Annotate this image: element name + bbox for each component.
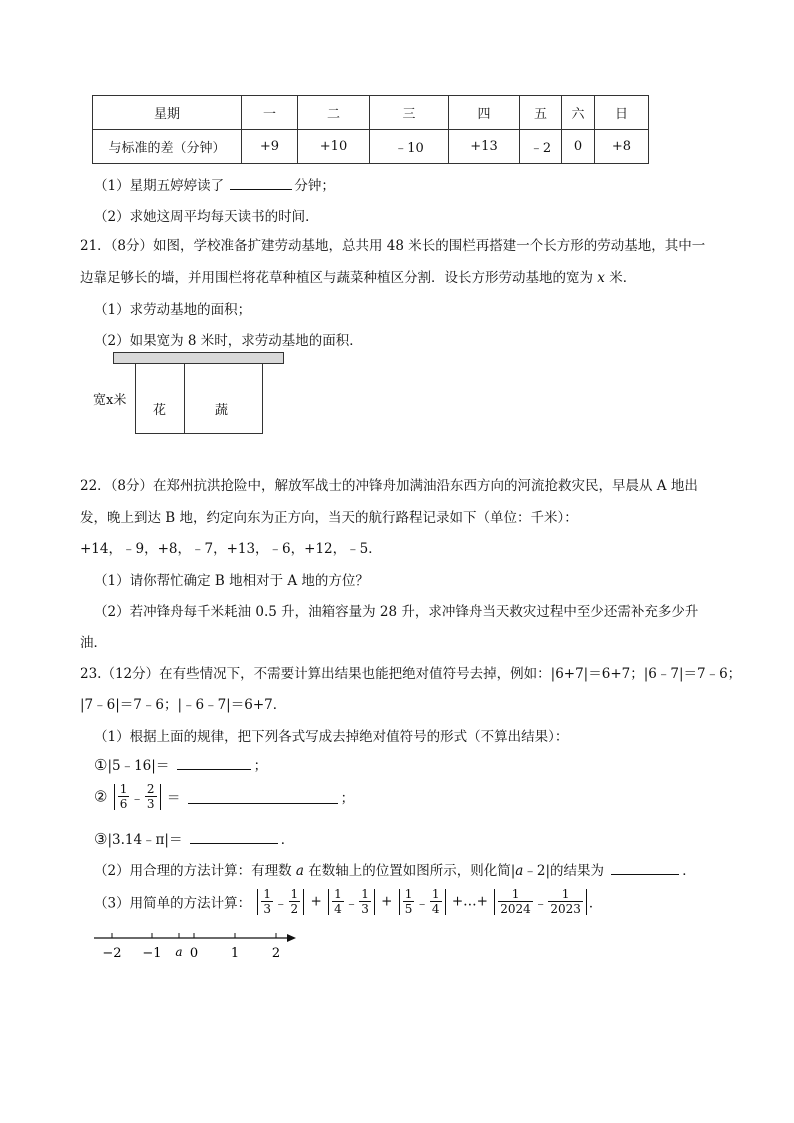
denominator: 4 — [334, 902, 342, 916]
q22-part1: （1）请你帮忙确定 B 地相对于 A 地的方位？ — [94, 573, 369, 589]
q21-line2-tail: 米． — [604, 270, 637, 286]
minus-sign: ﹣ — [415, 895, 429, 912]
q23-part1: （1）根据上面的规律，把下列各式写成去掉绝对值符号的形式（不算出结果）： — [94, 729, 569, 745]
fraction — [118, 782, 130, 811]
item2-end: ； — [340, 790, 355, 807]
fraction — [261, 887, 273, 916]
item1-end: ； — [253, 758, 268, 774]
q23-part3-end: ． — [588, 895, 603, 912]
abs-bar — [257, 889, 258, 915]
q23-part2-text-c: ﹣2|的结果为 — [523, 863, 604, 879]
table-cell: +8 — [595, 130, 649, 164]
fraction — [430, 887, 442, 916]
denominator: 3 — [146, 797, 155, 811]
table-cell: +9 — [242, 130, 298, 164]
table-cell: 四 — [449, 96, 520, 130]
tick-label: 2 — [271, 946, 281, 961]
q22-line2: 发，晚上到达 B 地，约定向东为正方向，当天的航行路程记录如下（单位：千米）： — [80, 510, 578, 526]
equals-sign: ＝ — [166, 790, 181, 807]
table-cell: +13 — [449, 130, 520, 164]
answer-blank — [190, 829, 278, 844]
tick-label: 1 — [230, 946, 240, 961]
answer-blank — [188, 789, 338, 804]
item3-expression: |3.14﹣π|＝ — [107, 832, 183, 848]
vegetable-zone-label: 蔬 — [215, 403, 229, 418]
reading-difference-table — [92, 95, 649, 164]
q23-part2-end: ． — [682, 863, 696, 879]
abs-bar — [374, 889, 375, 915]
abs-bar — [303, 889, 304, 915]
divider-fence — [184, 364, 185, 433]
q23-item2 — [94, 782, 354, 811]
numerator: 1 — [290, 887, 299, 901]
fraction — [403, 887, 415, 916]
variable-a: a — [295, 863, 304, 879]
width-label: 宽x米 — [93, 393, 127, 408]
table-cell: ﹣2 — [520, 130, 562, 164]
denominator: 5 — [404, 902, 413, 916]
q23-part3 — [94, 887, 602, 916]
table-cell: 二 — [298, 96, 370, 130]
flower-zone-label: 花 — [153, 403, 167, 418]
numerator: 1 — [404, 887, 413, 901]
q21-line1: 21．（8分）如图，学校准备扩建劳动基地，总共用 48 米长的围栏再搭建一个长方形的劳动基地，其中一 — [80, 238, 706, 254]
variable-a: a — [515, 863, 524, 879]
table-cell: 与标准的差（分钟） — [93, 130, 242, 164]
q23-part2-text-b: 在数轴上的位置如图所示，则化简| — [303, 863, 516, 879]
arrow-right-icon — [287, 934, 296, 942]
abs-bar — [160, 784, 161, 810]
plus-sign: + — [381, 893, 393, 910]
q21-line2 — [80, 266, 636, 286]
tick-label: 0 — [189, 946, 199, 961]
item3-end: ． — [280, 832, 295, 848]
q22-line1: 22．（8分）在郑州抗洪抢险中，解放军战士的冲锋舟加满油沿东西方向的河流抢救灾民，早晨从 A 地出 — [80, 478, 698, 494]
denominator: 2024 — [500, 902, 531, 916]
denominator: 3 — [361, 902, 369, 916]
fraction — [359, 887, 371, 916]
q20-part1 — [94, 174, 335, 194]
answer-blank — [230, 175, 292, 190]
q21-line2-text: 边靠足够长的墙，并用围栏将花草种植区与蔬菜种植区分割．设长方形劳动基地的宽为 — [80, 270, 598, 286]
table-cell: 0 — [562, 130, 595, 164]
denominator: 2023 — [550, 902, 581, 916]
q21-part1: （1）求劳动基地的面积； — [94, 302, 252, 318]
abs-bar — [494, 889, 495, 915]
fraction — [145, 782, 157, 811]
table-cell: +10 — [298, 130, 370, 164]
number-line — [90, 928, 305, 964]
minus-sign: ﹣ — [130, 790, 144, 807]
abs-bar — [328, 889, 329, 915]
q20-part1-text: （1）星期五婷婷读了 — [94, 178, 225, 194]
q23-part2-text: （2）用合理的方法计算：有理数 — [94, 863, 296, 879]
fraction — [498, 887, 533, 916]
numerator: 1 — [548, 887, 583, 902]
q23-item3 — [94, 828, 294, 848]
fraction — [289, 887, 301, 916]
numerator: 1 — [498, 887, 533, 902]
q23-part2 — [94, 859, 696, 879]
table-cell: 五 — [520, 96, 562, 130]
numerator: 1 — [119, 782, 128, 796]
q22-part2: （2）若冲锋舟每千米耗油 0.5 升，油箱容量为 28 升，求冲锋舟当天救灾过程中至少还需补充多少升 — [94, 604, 699, 620]
denominator: 6 — [119, 797, 128, 811]
minus-sign: ﹣ — [344, 895, 359, 912]
q20-part1-tail: 分钟； — [294, 178, 335, 194]
point-a-label: a — [175, 945, 183, 959]
q21-part2: （2）如果宽为 8 米时，求劳动基地的面积． — [94, 333, 363, 349]
variable-x: x — [597, 270, 605, 286]
abs-bar — [114, 784, 115, 810]
table-cell: 六 — [562, 96, 595, 130]
minus-sign: ﹣ — [274, 895, 288, 912]
table-cell: 星期 — [93, 96, 242, 130]
q23-line1: 23.（12分）在有些情况下，不需要计算出结果也能把绝对值符号去掉，例如：|6+7|＝6+7；|6﹣7|＝7﹣6； — [80, 666, 742, 682]
minus-sign: ﹣ — [533, 895, 548, 912]
abs-bar — [586, 889, 587, 915]
numerator: 1 — [361, 887, 369, 901]
tick-label: −2 — [102, 946, 122, 961]
item-number: ① — [94, 756, 108, 774]
fraction — [548, 887, 583, 916]
wall — [113, 352, 284, 364]
abs-bar — [445, 889, 446, 915]
item1-expression: |5﹣16|＝ — [107, 758, 170, 774]
numerator: 1 — [263, 887, 272, 901]
q22-line3: +14，﹣9，+8，﹣7，+13，﹣6，+12，﹣5． — [80, 541, 382, 557]
ellipsis: +…+ — [451, 893, 488, 910]
tick-label: −1 — [142, 946, 162, 961]
plus-sign: + — [310, 893, 322, 910]
q20-part2: （2）求她这周平均每天读书的时间． — [94, 209, 319, 225]
numerator: 1 — [431, 887, 440, 901]
table-row — [93, 96, 649, 130]
q23-line2: |7﹣6|＝7﹣6；|﹣6﹣7|＝6+7． — [80, 697, 287, 713]
q22-part2-end: 油． — [80, 635, 107, 651]
table-cell: ﹣10 — [370, 130, 449, 164]
table-cell: 一 — [242, 96, 298, 130]
denominator: 3 — [263, 902, 272, 916]
denominator: 4 — [431, 902, 440, 916]
numerator: 1 — [334, 887, 342, 901]
fraction — [332, 887, 344, 916]
q23-item1 — [94, 754, 267, 774]
table-cell: 三 — [370, 96, 449, 130]
q23-part3-label: （3）用简单的方法计算： — [94, 895, 252, 912]
table-row — [93, 130, 649, 164]
denominator: 2 — [290, 902, 299, 916]
table-cell: 日 — [595, 96, 649, 130]
numerator: 2 — [146, 782, 155, 796]
item-number: ② — [94, 787, 108, 806]
item-number: ③ — [94, 830, 108, 848]
abs-bar — [399, 889, 400, 915]
answer-blank — [177, 755, 251, 770]
answer-blank — [611, 860, 679, 875]
